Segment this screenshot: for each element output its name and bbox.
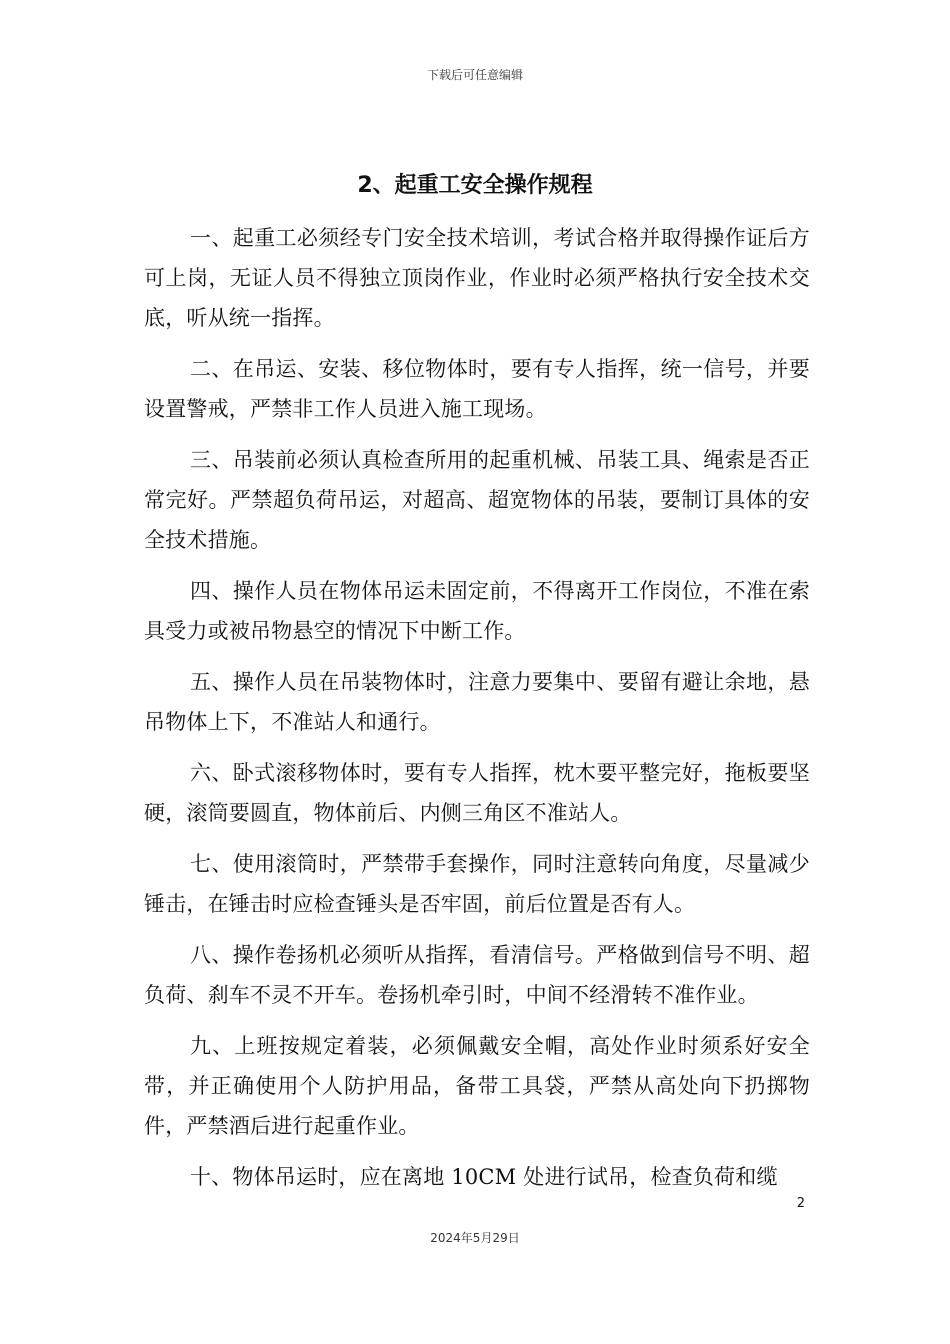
paragraph-4: 四、操作人员在物体吊运未固定前，不得离开工作岗位，不准在索具受力或被吊物悬空的情况下中断工作。	[144, 579, 810, 643]
paragraph-6: 六、卧式滚移物体时，要有专人指挥，枕木要平整完好，拖板要坚硬，滚筒要圆直，物体前后、内侧三角区不准站人。	[144, 761, 810, 825]
paragraph-8: 八、操作卷扬机必须听从指挥，看清信号。严格做到信号不明、超负荷、刹车不灵不开车。卷扬机牵引时，中间不经滑转不准作业。	[144, 943, 810, 1007]
paragraph-1: 一、起重工必须经专门安全技术培训，考试合格并取得操作证后方可上岗，无证人员不得独立顶岗作业，作业时必须严格执行安全技术交底，听从统一指挥。	[144, 226, 810, 330]
document-body	[144, 218, 810, 1208]
paragraph-3: 三、吊装前必须认真检查所用的起重机械、吊装工具、绳索是否正常完好。严禁超负荷吊运，对超高、超宽物体的吊装，要制订具体的安全技术措施。	[144, 448, 810, 552]
paragraph-5: 五、操作人员在吊装物体时，注意力要集中、要留有避让余地，悬吊物体上下，不准站人和通行。	[144, 670, 810, 734]
page-footer-date: 2024年5月29日	[430, 1231, 520, 1245]
document-title: 2、起重工安全操作规程	[357, 173, 593, 198]
paragraph-7: 七、使用滚筒时，严禁带手套操作，同时注意转向角度，尽量减少锤击，在锤击时应检查锤头是否牢固，前后位置是否有人。	[144, 852, 810, 916]
paragraph-2: 二、在吊运、安装、移位物体时，要有专人指挥，统一信号，并要设置警戒，严禁非工作人员进入施工现场。	[144, 357, 810, 421]
paragraph-9: 九、上班按规定着装，必须佩戴安全帽，高处作业时须系好安全带，并正确使用个人防护用品，备带工具袋，严禁从高处向下扔掷物件，严禁酒后进行起重作业。	[144, 1034, 810, 1138]
paragraph-10: 十、物体吊运时，应在离地 10CM 处进行试吊，检查负荷和缆	[190, 1165, 778, 1189]
page-number: 2	[796, 1196, 805, 1211]
page-header: 下载后可任意编辑	[426, 68, 523, 82]
